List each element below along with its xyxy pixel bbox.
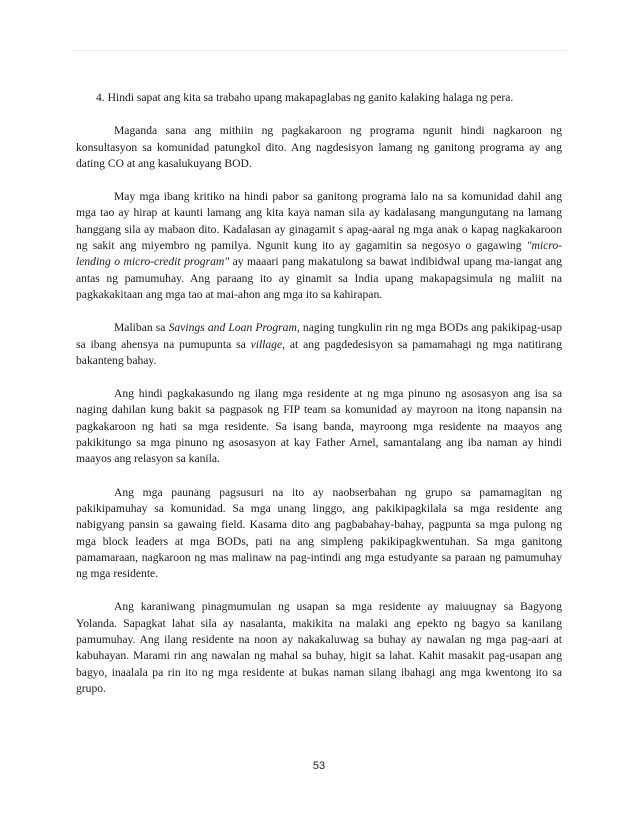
italic-text-run: "micro-lending o micro-credit program"	[76, 239, 562, 269]
text-run: Maliban sa	[114, 321, 169, 335]
italic-text-run: village	[250, 337, 283, 351]
header-divider	[72, 50, 566, 51]
paragraph-critics	[76, 189, 562, 303]
text-run: Ang hindi pagkakasundo ng ilang mga residente at ng mga pinuno ng asosasyon ang isa sa naging dahilan kung bakit sa pagpasok ng FIP team sa komunidad ay mayroon na itong napansin na pagkakaroon ng hati sa mga residente. Sa isang banda, mayroong mga residente na maayos ang pakikitungo sa mga pinuno ng asosasyon at kay Father Arnel, samantalang ang iba naman ay hindi maayos ang relasyon sa kanila.	[76, 387, 562, 466]
paragraph-bod-duties	[76, 320, 562, 369]
paragraph-yolanda	[76, 599, 562, 697]
page-number: 53	[312, 760, 326, 772]
text-run: 4. Hindi sapat ang kita sa trabaho upang makapaglabas ng ganito kalaking halaga ng pera.	[96, 91, 514, 104]
paragraph-observation	[76, 485, 562, 583]
paragraph-consultation	[76, 123, 562, 172]
body-text	[76, 90, 562, 714]
text-run: ay maaari pang makatulong sa bawat indibidwal upang ma-iangat ang antas ng pamumuhay. Ang paraang ito ay ginamit sa India upang makapagsimula ng maliit na pagkakakitaan ang mga tao at mai-ahon ang mga ito sa kahirapan.	[76, 255, 562, 301]
text-run: Ang karaniwang pinagmumulan ng usapan sa mga residente ay maiuugnay sa Bagyong Yolanda. Sapagkat lahat sila ay nasalanta, makikita na malaki ang epekto ng bagyo sa kanilang pamumuhay. Ang ilang residente na noon ay nakakaluwag sa buhay ay nawalan ng mga pag-aari at kabuhayan. Marami rin ang nawalan ng mahal sa buhay, higit sa lahat. Kahit masakit pag-usapan ang bagyo, inaalala pa rin ito ng mga residente at bukas naman silang ibahagi ang mga kwentong ito sa grupo.	[76, 600, 562, 695]
paragraph-list-item-4	[76, 90, 562, 106]
text-run: , naging tungkulin rin ng mga BODs ang pakikipag-usap sa ibang ahensya na pumupunta sa	[76, 321, 562, 351]
text-run: , at ang pagdedesisyon sa pamamahagi ng mga natitirang bakanteng bahay.	[76, 337, 563, 367]
text-run: Ang mga paunang pagsusuri na ito ay naobserbahan ng grupo sa pamamagitan ng pakikipamuhay sa komunidad. Sa mga unang linggo, ang pakikipagkilala sa mga residente ang nabigyang pansin sa gawaing field. Kasama dito ang pagbabahay-bahay, pagpunta sa mga pulong ng mga block leaders at mga BODs, pati na ang simpleng pakikipagkwentuhan. Sa mga ganitong pamamaraan, nagkaroon ng mas malinaw na pag-intindi ang mga estudyante sa paraan ng pamumuhay ng mga residente.	[76, 485, 562, 581]
italic-text-run: Savings and Loan Program	[168, 321, 297, 335]
paragraph-disagreement	[76, 386, 562, 467]
text-run: May mga ibang kritiko na hindi pabor sa ganitong programa lalo na sa komunidad dahil ang mga tao ay hirap at kaunti lamang ang kita kaya naman sila ay kadalasang mangungutang na lamang hanggang sila ay mabaon dito. Kadalasan ay ginagamit s apag-aaral ng mga anak o kapag nagkakaroon ng sakit ang miyembro ng pamilya. Ngunit kung ito ay gagamitin sa negosyo o gagawing	[76, 190, 562, 253]
text-run: Maganda sana ang mithiin ng pagkakaroon ng programa ngunit hindi nagkaroon ng konsultasyon sa komunidad patungkol dito. Ang nagdesisyon lamang ng ganitong programa ay ang dating CO at ang kasalukuyang BOD.	[76, 124, 562, 170]
